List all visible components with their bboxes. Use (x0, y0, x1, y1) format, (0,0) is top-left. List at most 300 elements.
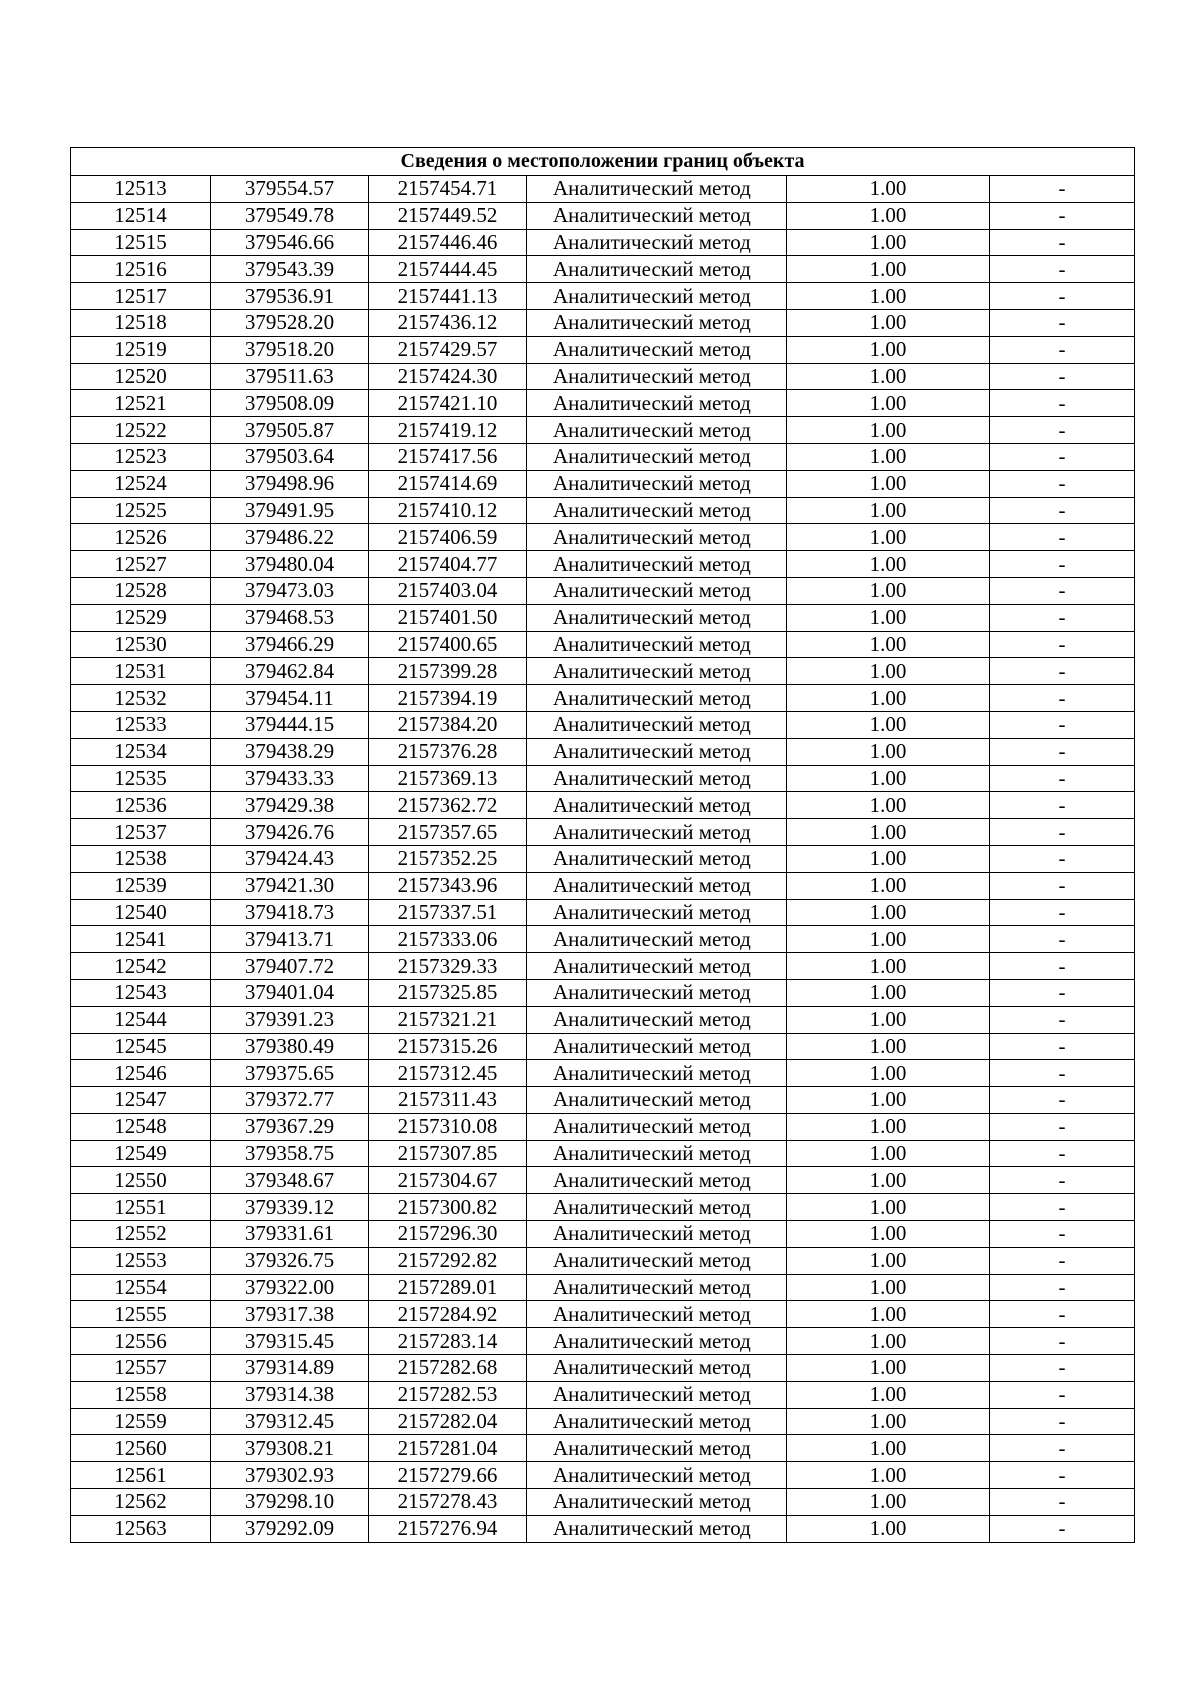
method-cell: Аналитический метод (527, 658, 787, 685)
point-number-cell: 12513 (71, 176, 211, 203)
x-coordinate-cell: 379429.38 (211, 792, 369, 819)
x-coordinate-cell: 379298.10 (211, 1489, 369, 1516)
x-coordinate-cell: 379486.22 (211, 524, 369, 551)
accuracy-cell: 1.00 (787, 176, 990, 203)
x-coordinate-cell: 379536.91 (211, 283, 369, 310)
table-row (71, 953, 1135, 980)
accuracy-cell: 1.00 (787, 792, 990, 819)
method-cell: Аналитический метод (527, 551, 787, 578)
table-row (71, 765, 1135, 792)
y-coordinate-cell: 2157304.67 (369, 1167, 527, 1194)
description-cell: - (990, 1381, 1135, 1408)
y-coordinate-cell: 2157284.92 (369, 1301, 527, 1328)
table-row (71, 390, 1135, 417)
accuracy-cell: 1.00 (787, 1221, 990, 1248)
table-row (71, 1140, 1135, 1167)
method-cell: Аналитический метод (527, 738, 787, 765)
method-cell: Аналитический метод (527, 1274, 787, 1301)
table-row (71, 1060, 1135, 1087)
accuracy-cell: 1.00 (787, 1060, 990, 1087)
description-cell: - (990, 256, 1135, 283)
x-coordinate-cell: 379444.15 (211, 711, 369, 738)
method-cell: Аналитический метод (527, 470, 787, 497)
accuracy-cell: 1.00 (787, 1462, 990, 1489)
y-coordinate-cell: 2157343.96 (369, 872, 527, 899)
method-cell: Аналитический метод (527, 1355, 787, 1382)
table-row (71, 417, 1135, 444)
description-cell: - (990, 524, 1135, 551)
y-coordinate-cell: 2157436.12 (369, 309, 527, 336)
x-coordinate-cell: 379314.38 (211, 1381, 369, 1408)
method-cell: Аналитический метод (527, 1167, 787, 1194)
method-cell: Аналитический метод (527, 524, 787, 551)
table-row (71, 524, 1135, 551)
description-cell: - (990, 283, 1135, 310)
method-cell: Аналитический метод (527, 176, 787, 203)
method-cell: Аналитический метод (527, 1194, 787, 1221)
x-coordinate-cell: 379454.11 (211, 685, 369, 712)
x-coordinate-cell: 379322.00 (211, 1274, 369, 1301)
x-coordinate-cell: 379508.09 (211, 390, 369, 417)
point-number-cell: 12537 (71, 819, 211, 846)
point-number-cell: 12526 (71, 524, 211, 551)
description-cell: - (990, 1355, 1135, 1382)
x-coordinate-cell: 379358.75 (211, 1140, 369, 1167)
description-cell: - (990, 953, 1135, 980)
point-number-cell: 12554 (71, 1274, 211, 1301)
description-cell: - (990, 765, 1135, 792)
method-cell: Аналитический метод (527, 872, 787, 899)
table-row (71, 872, 1135, 899)
point-number-cell: 12530 (71, 631, 211, 658)
y-coordinate-cell: 2157283.14 (369, 1328, 527, 1355)
description-cell: - (990, 899, 1135, 926)
point-number-cell: 12525 (71, 497, 211, 524)
description-cell: - (990, 176, 1135, 203)
point-number-cell: 12516 (71, 256, 211, 283)
x-coordinate-cell: 379375.65 (211, 1060, 369, 1087)
description-cell: - (990, 390, 1135, 417)
point-number-cell: 12514 (71, 202, 211, 229)
x-coordinate-cell: 379528.20 (211, 309, 369, 336)
table-row (71, 1328, 1135, 1355)
accuracy-cell: 1.00 (787, 443, 990, 470)
method-cell: Аналитический метод (527, 229, 787, 256)
table-row (71, 1274, 1135, 1301)
table-row (71, 792, 1135, 819)
accuracy-cell: 1.00 (787, 309, 990, 336)
accuracy-cell: 1.00 (787, 604, 990, 631)
table-row (71, 1301, 1135, 1328)
y-coordinate-cell: 2157429.57 (369, 336, 527, 363)
method-cell: Аналитический метод (527, 765, 787, 792)
y-coordinate-cell: 2157312.45 (369, 1060, 527, 1087)
table-row (71, 497, 1135, 524)
point-number-cell: 12560 (71, 1435, 211, 1462)
point-number-cell: 12552 (71, 1221, 211, 1248)
y-coordinate-cell: 2157419.12 (369, 417, 527, 444)
description-cell: - (990, 604, 1135, 631)
point-number-cell: 12561 (71, 1462, 211, 1489)
description-cell: - (990, 1328, 1135, 1355)
y-coordinate-cell: 2157282.04 (369, 1408, 527, 1435)
point-number-cell: 12515 (71, 229, 211, 256)
accuracy-cell: 1.00 (787, 819, 990, 846)
y-coordinate-cell: 2157352.25 (369, 845, 527, 872)
method-cell: Аналитический метод (527, 1408, 787, 1435)
method-cell: Аналитический метод (527, 819, 787, 846)
method-cell: Аналитический метод (527, 283, 787, 310)
y-coordinate-cell: 2157403.04 (369, 577, 527, 604)
point-number-cell: 12551 (71, 1194, 211, 1221)
description-cell: - (990, 711, 1135, 738)
point-number-cell: 12557 (71, 1355, 211, 1382)
method-cell: Аналитический метод (527, 1140, 787, 1167)
description-cell: - (990, 792, 1135, 819)
point-number-cell: 12532 (71, 685, 211, 712)
y-coordinate-cell: 2157278.43 (369, 1489, 527, 1516)
point-number-cell: 12529 (71, 604, 211, 631)
x-coordinate-cell: 379438.29 (211, 738, 369, 765)
x-coordinate-cell: 379466.29 (211, 631, 369, 658)
x-coordinate-cell: 379498.96 (211, 470, 369, 497)
description-cell: - (990, 443, 1135, 470)
y-coordinate-cell: 2157296.30 (369, 1221, 527, 1248)
x-coordinate-cell: 379554.57 (211, 176, 369, 203)
x-coordinate-cell: 379391.23 (211, 1006, 369, 1033)
table-row (71, 1221, 1135, 1248)
x-coordinate-cell: 379380.49 (211, 1033, 369, 1060)
table-row (71, 711, 1135, 738)
accuracy-cell: 1.00 (787, 229, 990, 256)
point-number-cell: 12519 (71, 336, 211, 363)
accuracy-cell: 1.00 (787, 845, 990, 872)
x-coordinate-cell: 379462.84 (211, 658, 369, 685)
table-row (71, 658, 1135, 685)
accuracy-cell: 1.00 (787, 765, 990, 792)
point-number-cell: 12523 (71, 443, 211, 470)
table-row (71, 738, 1135, 765)
table-row (71, 1113, 1135, 1140)
point-number-cell: 12538 (71, 845, 211, 872)
method-cell: Аналитический метод (527, 1301, 787, 1328)
accuracy-cell: 1.00 (787, 1194, 990, 1221)
accuracy-cell: 1.00 (787, 1489, 990, 1516)
y-coordinate-cell: 2157401.50 (369, 604, 527, 631)
y-coordinate-cell: 2157446.46 (369, 229, 527, 256)
x-coordinate-cell: 379326.75 (211, 1247, 369, 1274)
table-row (71, 1462, 1135, 1489)
table-row (71, 604, 1135, 631)
point-number-cell: 12558 (71, 1381, 211, 1408)
y-coordinate-cell: 2157400.65 (369, 631, 527, 658)
accuracy-cell: 1.00 (787, 711, 990, 738)
y-coordinate-cell: 2157276.94 (369, 1515, 527, 1542)
description-cell: - (990, 577, 1135, 604)
description-cell: - (990, 336, 1135, 363)
x-coordinate-cell: 379367.29 (211, 1113, 369, 1140)
description-cell: - (990, 551, 1135, 578)
accuracy-cell: 1.00 (787, 202, 990, 229)
accuracy-cell: 1.00 (787, 1435, 990, 1462)
point-number-cell: 12559 (71, 1408, 211, 1435)
table-row (71, 1194, 1135, 1221)
method-cell: Аналитический метод (527, 899, 787, 926)
accuracy-cell: 1.00 (787, 738, 990, 765)
method-cell: Аналитический метод (527, 256, 787, 283)
point-number-cell: 12553 (71, 1247, 211, 1274)
point-number-cell: 12528 (71, 577, 211, 604)
description-cell: - (990, 926, 1135, 953)
y-coordinate-cell: 2157399.28 (369, 658, 527, 685)
point-number-cell: 12536 (71, 792, 211, 819)
x-coordinate-cell: 379518.20 (211, 336, 369, 363)
table-row (71, 979, 1135, 1006)
accuracy-cell: 1.00 (787, 1301, 990, 1328)
accuracy-cell: 1.00 (787, 1087, 990, 1114)
y-coordinate-cell: 2157289.01 (369, 1274, 527, 1301)
table-row (71, 577, 1135, 604)
description-cell: - (990, 872, 1135, 899)
table-row (71, 176, 1135, 203)
accuracy-cell: 1.00 (787, 1247, 990, 1274)
description-cell: - (990, 1140, 1135, 1167)
point-number-cell: 12518 (71, 309, 211, 336)
y-coordinate-cell: 2157307.85 (369, 1140, 527, 1167)
table-row (71, 1435, 1135, 1462)
method-cell: Аналитический метод (527, 1060, 787, 1087)
description-cell: - (990, 1301, 1135, 1328)
accuracy-cell: 1.00 (787, 1033, 990, 1060)
description-cell: - (990, 309, 1135, 336)
x-coordinate-cell: 379505.87 (211, 417, 369, 444)
accuracy-cell: 1.00 (787, 1140, 990, 1167)
method-cell: Аналитический метод (527, 1221, 787, 1248)
accuracy-cell: 1.00 (787, 390, 990, 417)
x-coordinate-cell: 379292.09 (211, 1515, 369, 1542)
point-number-cell: 12544 (71, 1006, 211, 1033)
y-coordinate-cell: 2157449.52 (369, 202, 527, 229)
x-coordinate-cell: 379413.71 (211, 926, 369, 953)
y-coordinate-cell: 2157292.82 (369, 1247, 527, 1274)
accuracy-cell: 1.00 (787, 685, 990, 712)
method-cell: Аналитический метод (527, 443, 787, 470)
x-coordinate-cell: 379424.43 (211, 845, 369, 872)
point-number-cell: 12545 (71, 1033, 211, 1060)
description-cell: - (990, 738, 1135, 765)
y-coordinate-cell: 2157337.51 (369, 899, 527, 926)
method-cell: Аналитический метод (527, 604, 787, 631)
description-cell: - (990, 1247, 1135, 1274)
y-coordinate-cell: 2157404.77 (369, 551, 527, 578)
description-cell: - (990, 1435, 1135, 1462)
table-row (71, 1408, 1135, 1435)
x-coordinate-cell: 379418.73 (211, 899, 369, 926)
y-coordinate-cell: 2157424.30 (369, 363, 527, 390)
table-title-row (71, 148, 1135, 176)
method-cell: Аналитический метод (527, 1462, 787, 1489)
y-coordinate-cell: 2157421.10 (369, 390, 527, 417)
y-coordinate-cell: 2157311.43 (369, 1087, 527, 1114)
method-cell: Аналитический метод (527, 953, 787, 980)
description-cell: - (990, 685, 1135, 712)
method-cell: Аналитический метод (527, 631, 787, 658)
y-coordinate-cell: 2157369.13 (369, 765, 527, 792)
method-cell: Аналитический метод (527, 336, 787, 363)
table-row (71, 845, 1135, 872)
table-row (71, 685, 1135, 712)
method-cell: Аналитический метод (527, 1435, 787, 1462)
x-coordinate-cell: 379331.61 (211, 1221, 369, 1248)
y-coordinate-cell: 2157376.28 (369, 738, 527, 765)
table-row (71, 363, 1135, 390)
method-cell: Аналитический метод (527, 497, 787, 524)
y-coordinate-cell: 2157417.56 (369, 443, 527, 470)
accuracy-cell: 1.00 (787, 1515, 990, 1542)
method-cell: Аналитический метод (527, 792, 787, 819)
x-coordinate-cell: 379511.63 (211, 363, 369, 390)
method-cell: Аналитический метод (527, 711, 787, 738)
method-cell: Аналитический метод (527, 1381, 787, 1408)
method-cell: Аналитический метод (527, 390, 787, 417)
x-coordinate-cell: 379426.76 (211, 819, 369, 846)
y-coordinate-cell: 2157333.06 (369, 926, 527, 953)
description-cell: - (990, 1194, 1135, 1221)
table-row (71, 256, 1135, 283)
y-coordinate-cell: 2157282.68 (369, 1355, 527, 1382)
x-coordinate-cell: 379549.78 (211, 202, 369, 229)
description-cell: - (990, 1087, 1135, 1114)
point-number-cell: 12520 (71, 363, 211, 390)
accuracy-cell: 1.00 (787, 256, 990, 283)
table-row (71, 1006, 1135, 1033)
point-number-cell: 12550 (71, 1167, 211, 1194)
point-number-cell: 12524 (71, 470, 211, 497)
point-number-cell: 12535 (71, 765, 211, 792)
y-coordinate-cell: 2157362.72 (369, 792, 527, 819)
table-row (71, 309, 1135, 336)
y-coordinate-cell: 2157410.12 (369, 497, 527, 524)
point-number-cell: 12534 (71, 738, 211, 765)
description-cell: - (990, 363, 1135, 390)
description-cell: - (990, 1033, 1135, 1060)
method-cell: Аналитический метод (527, 577, 787, 604)
x-coordinate-cell: 379421.30 (211, 872, 369, 899)
table-title: Сведения о местоположении границ объекта (71, 148, 1135, 176)
point-number-cell: 12531 (71, 658, 211, 685)
table-row (71, 1087, 1135, 1114)
point-number-cell: 12546 (71, 1060, 211, 1087)
description-cell: - (990, 1462, 1135, 1489)
method-cell: Аналитический метод (527, 202, 787, 229)
point-number-cell: 12539 (71, 872, 211, 899)
point-number-cell: 12549 (71, 1140, 211, 1167)
y-coordinate-cell: 2157325.85 (369, 979, 527, 1006)
y-coordinate-cell: 2157321.21 (369, 1006, 527, 1033)
accuracy-cell: 1.00 (787, 979, 990, 1006)
table-row (71, 470, 1135, 497)
x-coordinate-cell: 379543.39 (211, 256, 369, 283)
accuracy-cell: 1.00 (787, 1328, 990, 1355)
table-row (71, 1381, 1135, 1408)
description-cell: - (990, 819, 1135, 846)
description-cell: - (990, 1489, 1135, 1516)
description-cell: - (990, 1515, 1135, 1542)
method-cell: Аналитический метод (527, 845, 787, 872)
point-number-cell: 12548 (71, 1113, 211, 1140)
y-coordinate-cell: 2157441.13 (369, 283, 527, 310)
accuracy-cell: 1.00 (787, 497, 990, 524)
accuracy-cell: 1.00 (787, 551, 990, 578)
description-cell: - (990, 845, 1135, 872)
method-cell: Аналитический метод (527, 1247, 787, 1274)
point-number-cell: 12517 (71, 283, 211, 310)
method-cell: Аналитический метод (527, 979, 787, 1006)
x-coordinate-cell: 379302.93 (211, 1462, 369, 1489)
description-cell: - (990, 470, 1135, 497)
accuracy-cell: 1.00 (787, 1006, 990, 1033)
accuracy-cell: 1.00 (787, 926, 990, 953)
description-cell: - (990, 1274, 1135, 1301)
accuracy-cell: 1.00 (787, 1408, 990, 1435)
table-row (71, 1515, 1135, 1542)
point-number-cell: 12533 (71, 711, 211, 738)
y-coordinate-cell: 2157281.04 (369, 1435, 527, 1462)
y-coordinate-cell: 2157329.33 (369, 953, 527, 980)
accuracy-cell: 1.00 (787, 899, 990, 926)
method-cell: Аналитический метод (527, 1489, 787, 1516)
method-cell: Аналитический метод (527, 926, 787, 953)
point-number-cell: 12543 (71, 979, 211, 1006)
table-row (71, 336, 1135, 363)
point-number-cell: 12541 (71, 926, 211, 953)
description-cell: - (990, 497, 1135, 524)
description-cell: - (990, 1167, 1135, 1194)
description-cell: - (990, 1221, 1135, 1248)
method-cell: Аналитический метод (527, 685, 787, 712)
description-cell: - (990, 417, 1135, 444)
x-coordinate-cell: 379546.66 (211, 229, 369, 256)
method-cell: Аналитический метод (527, 309, 787, 336)
point-number-cell: 12522 (71, 417, 211, 444)
point-number-cell: 12542 (71, 953, 211, 980)
table-row (71, 443, 1135, 470)
description-cell: - (990, 1113, 1135, 1140)
accuracy-cell: 1.00 (787, 1355, 990, 1382)
x-coordinate-cell: 379312.45 (211, 1408, 369, 1435)
y-coordinate-cell: 2157384.20 (369, 711, 527, 738)
accuracy-cell: 1.00 (787, 363, 990, 390)
method-cell: Аналитический метод (527, 1006, 787, 1033)
method-cell: Аналитический метод (527, 363, 787, 390)
x-coordinate-cell: 379315.45 (211, 1328, 369, 1355)
description-cell: - (990, 229, 1135, 256)
x-coordinate-cell: 379308.21 (211, 1435, 369, 1462)
accuracy-cell: 1.00 (787, 1381, 990, 1408)
boundary-coordinates-table (70, 147, 1135, 1543)
point-number-cell: 12562 (71, 1489, 211, 1516)
x-coordinate-cell: 379491.95 (211, 497, 369, 524)
table-row (71, 1033, 1135, 1060)
table-row (71, 229, 1135, 256)
y-coordinate-cell: 2157310.08 (369, 1113, 527, 1140)
y-coordinate-cell: 2157406.59 (369, 524, 527, 551)
table-row (71, 1167, 1135, 1194)
x-coordinate-cell: 379480.04 (211, 551, 369, 578)
accuracy-cell: 1.00 (787, 1167, 990, 1194)
description-cell: - (990, 658, 1135, 685)
x-coordinate-cell: 379372.77 (211, 1087, 369, 1114)
